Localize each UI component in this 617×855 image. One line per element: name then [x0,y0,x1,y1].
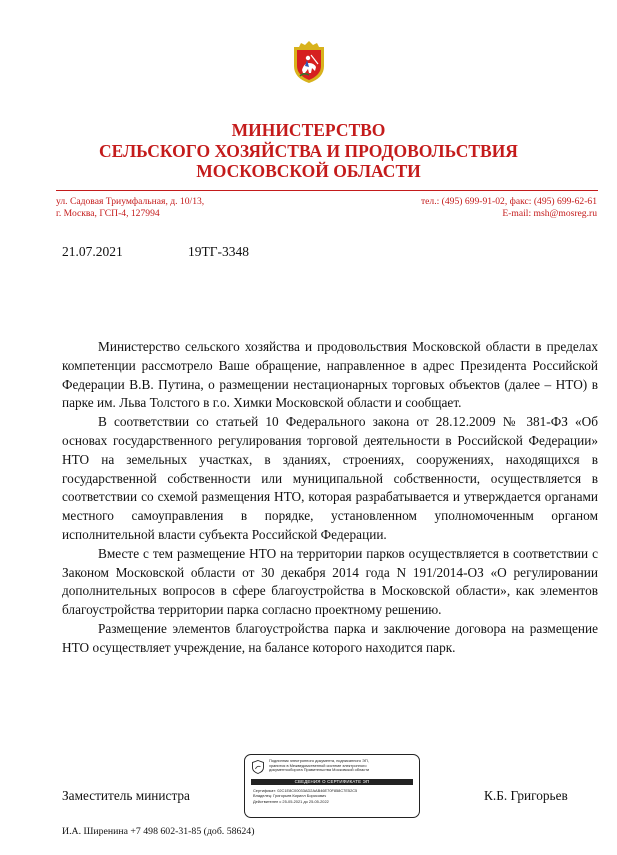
ministry-title-line: МИНИСТЕРСТВО [231,120,386,140]
coat-of-arms-small-icon [251,760,265,774]
ministry-title-line: МОСКОВСКОЙ ОБЛАСТИ [196,161,421,181]
document-number: 19ТГ-3348 [188,244,250,259]
document-date: 21.07.2021 [62,244,123,259]
letter-body [62,338,598,658]
body-paragraph: Вместе с тем размещение НТО на территории парков осуществляется в соответствии с Законом Московской области от 30 декабря 2014 года N 191/2014-ОЗ «О регулировании дополнительных вопросов в сфере благоустройства в Московской области», как элементов благоустройства территории парка согласно проектному решению. [62,545,598,618]
certificate-owner: Владелец: Григорьев Кирилл Борисович [253,793,327,799]
e-signature-header [269,759,415,773]
certificate-info-bar: СВЕДЕНИЯ О СЕРТИФИКАТЕ ЭП [251,779,413,785]
signer-position: Заместитель министра [62,788,190,803]
electronic-signature-stamp [244,754,420,818]
email-line: E-mail: msh@mosreg.ru [502,207,597,219]
ministry-title [0,120,617,182]
e-signature-header-line: хранится в Межведомственной системе электронного [269,762,367,768]
certificate-details [253,788,357,804]
certificate-validity: Действителен с 25-05-2021 до 25-05-2022 [253,798,329,804]
address-line: г. Москва, ГСП-4, 127994 [56,207,160,219]
e-signature-header-line: документооборота Правительства Московской области [269,767,370,773]
body-paragraph: В соответствии со статьей 10 Федерального закона от 28.12.2009 № 381-ФЗ «Об основах государственного регулирования торговой деятельности в Российской Федерации» НТО на земельных участках, в зданиях, строениях, сооружениях, находящихся в государственной собственности или муниципальной собственности, осуществляется в соответствии со схемой размещения НТО, которая разрабатывается и утверждается органами местного самоуправления в порядке, установленном уполномоченным органом исполнительной власти субъекта Российской Федерации. [62,414,598,542]
ministry-title-line: СЕЛЬСКОГО ХОЗЯЙСТВА И ПРОДОВОЛЬСТВИЯ [99,140,518,161]
executor-contact: И.А. Ширенина +7 498 602-31-85 (доб. 58624) [62,826,255,837]
ministry-contacts [421,196,597,219]
ministry-address [56,196,204,219]
phone-fax-line: тел.: (495) 699-91-02, факс: (495) 699-62-61 [420,196,597,207]
body-paragraph: Размещение элементов благоустройства парка и заключение договора на размещение НТО осуществляет учреждение, на балансе которого находится парк. [62,620,598,655]
letterhead-divider [56,190,598,191]
certificate-serial: Сертификат: 02C1E8C00033AD2AAB46E70F858C7E52C5 [253,788,358,793]
body-paragraph: Министерство сельского хозяйства и продовольствия Московской области в пределах компетенции рассмотрело Ваше обращение, направленное в адрес Президента Российской Федерации В.В. Путина, о размещении нестационарных торговых объектов (далее – НТО) в парке им. Льва Толстого в г.о. Химки Московской области и сообщает. [62,339,598,411]
e-signature-header-line: Подлинник электронного документа, подписанного ЭП, [269,758,369,763]
address-line: ул. Садовая Триумфальная, д. 10/13, [56,196,205,207]
moscow-oblast-coat-of-arms-icon [291,40,327,84]
signer-name: К.Б. Григорьев [484,788,568,803]
